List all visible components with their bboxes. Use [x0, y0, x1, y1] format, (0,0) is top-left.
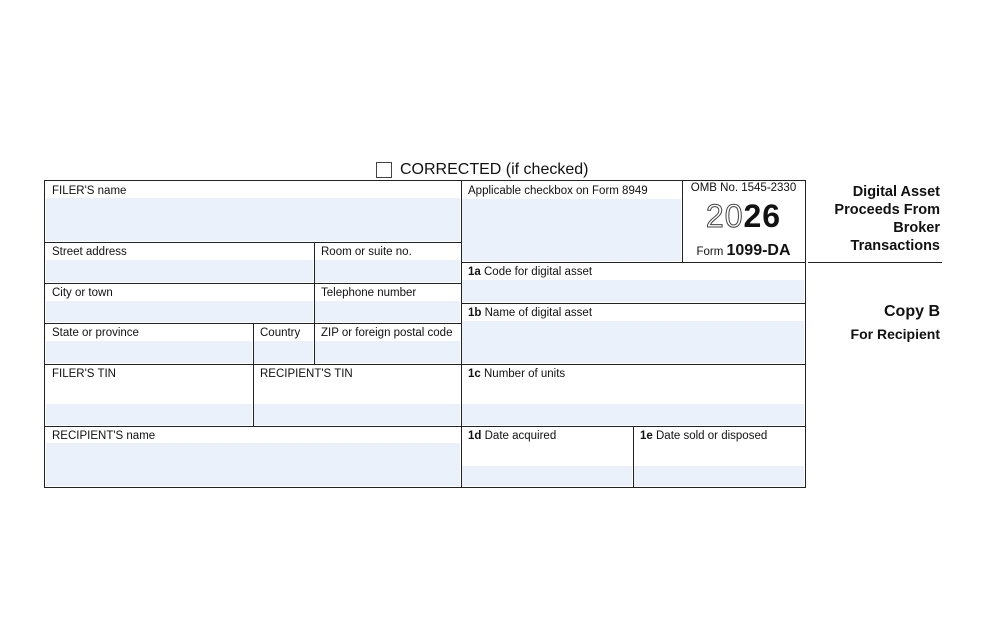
box-1b-input[interactable]: [462, 321, 804, 363]
rule: [633, 426, 634, 487]
box-1d-cell: [461, 426, 633, 487]
box-1e-input[interactable]: [634, 466, 804, 486]
copy-title: Copy B: [884, 303, 940, 320]
recipient-tin-input[interactable]: [254, 404, 460, 425]
form-id: [682, 242, 805, 260]
filer-name-cell: [45, 181, 461, 242]
filer-tin-input[interactable]: [46, 404, 252, 425]
city-town-label: City or town: [52, 287, 113, 299]
street-address-label: Street address: [52, 246, 127, 258]
box-1d-label: [468, 430, 556, 442]
country-cell: [253, 323, 314, 364]
telephone-cell: [314, 283, 461, 323]
rule: [314, 242, 315, 364]
rule: [45, 364, 805, 365]
rule: [461, 181, 462, 487]
tax-year: [682, 198, 805, 235]
state-province-cell: [45, 323, 253, 364]
form-title-line: Transactions: [850, 238, 940, 254]
box-1c-cell: [461, 364, 805, 426]
rule: [461, 262, 805, 263]
street-address-input[interactable]: [46, 260, 313, 282]
telephone-input[interactable]: [315, 301, 460, 322]
box-1d-text: Date acquired: [484, 430, 557, 442]
box-1a-cell: [461, 262, 805, 303]
corrected-checkbox-box[interactable]: [376, 162, 392, 178]
form-title: [834, 183, 940, 255]
tax-year-solid: 26: [743, 198, 782, 234]
form-prefix: Form: [696, 246, 724, 258]
state-province-input[interactable]: [46, 341, 252, 363]
telephone-label: Telephone number: [321, 287, 417, 299]
filer-name-label: FILER'S name: [52, 185, 127, 197]
box-1a-label: [468, 266, 592, 278]
recipient-tin-label: RECIPIENT'S TIN: [260, 368, 353, 380]
omb-number: OMB No. 1545-2330: [690, 182, 797, 194]
city-town-input[interactable]: [46, 301, 313, 322]
street-address-cell: [45, 242, 314, 283]
form-title-line: Proceeds From: [834, 202, 940, 218]
box-1b-text: Name of digital asset: [484, 307, 593, 319]
city-town-cell: [45, 283, 314, 323]
box-1d-number: 1d: [468, 430, 482, 442]
form-number: 1099-DA: [726, 242, 791, 259]
room-suite-cell: [314, 242, 461, 283]
recipient-name-label: RECIPIENT'S name: [52, 430, 156, 442]
filer-tin-cell: [45, 364, 253, 426]
filer-tin-label: FILER'S TIN: [52, 368, 116, 380]
country-input[interactable]: [254, 341, 313, 363]
recipient-name-cell: [45, 426, 461, 487]
zip-input[interactable]: [315, 341, 460, 363]
corrected-label: CORRECTED (if checked): [400, 161, 589, 178]
room-suite-label: Room or suite no.: [321, 246, 412, 258]
box-1b-number: 1b: [468, 307, 482, 319]
box-1a-text: Code for digital asset: [484, 266, 593, 278]
room-suite-input[interactable]: [315, 260, 460, 282]
checkbox-8949-label: Applicable checkbox on Form 8949: [468, 185, 648, 197]
country-label: Country: [260, 327, 301, 339]
form-title-line: Broker: [893, 220, 940, 236]
box-1c-text: Number of units: [484, 368, 566, 380]
form-title-line: Digital Asset: [852, 184, 940, 200]
zip-label: ZIP or foreign postal code: [321, 327, 453, 339]
box-1c-input[interactable]: [462, 404, 804, 425]
box-1d-input[interactable]: [462, 466, 632, 486]
box-1c-label: [468, 368, 565, 380]
rule: [45, 283, 461, 284]
checkbox-8949-input[interactable]: [462, 199, 681, 261]
box-1a-number: 1a: [468, 266, 481, 278]
copy-recipient: For Recipient: [850, 326, 940, 342]
checkbox-8949-cell: [461, 181, 682, 262]
box-1e-number: 1e: [640, 430, 653, 442]
box-1a-input[interactable]: [462, 280, 804, 302]
zip-cell: [314, 323, 461, 364]
box-1e-cell: [633, 426, 805, 487]
rule: [45, 426, 805, 427]
rule: [461, 303, 805, 304]
box-1b-label: [468, 307, 592, 319]
filer-name-input[interactable]: [46, 198, 460, 241]
tax-year-outline: 20: [705, 198, 744, 234]
recipient-tin-cell: [253, 364, 461, 426]
title-rule: [808, 262, 942, 263]
rule: [45, 242, 461, 243]
rule: [253, 323, 254, 426]
box-1e-text: Date sold or disposed: [656, 430, 768, 442]
state-province-label: State or province: [52, 327, 139, 339]
recipient-name-input[interactable]: [46, 443, 460, 486]
box-1e-label: [640, 430, 767, 442]
corrected-checkbox[interactable]: [376, 160, 588, 180]
box-1b-cell: [461, 303, 805, 364]
box-1c-number: 1c: [468, 368, 481, 380]
